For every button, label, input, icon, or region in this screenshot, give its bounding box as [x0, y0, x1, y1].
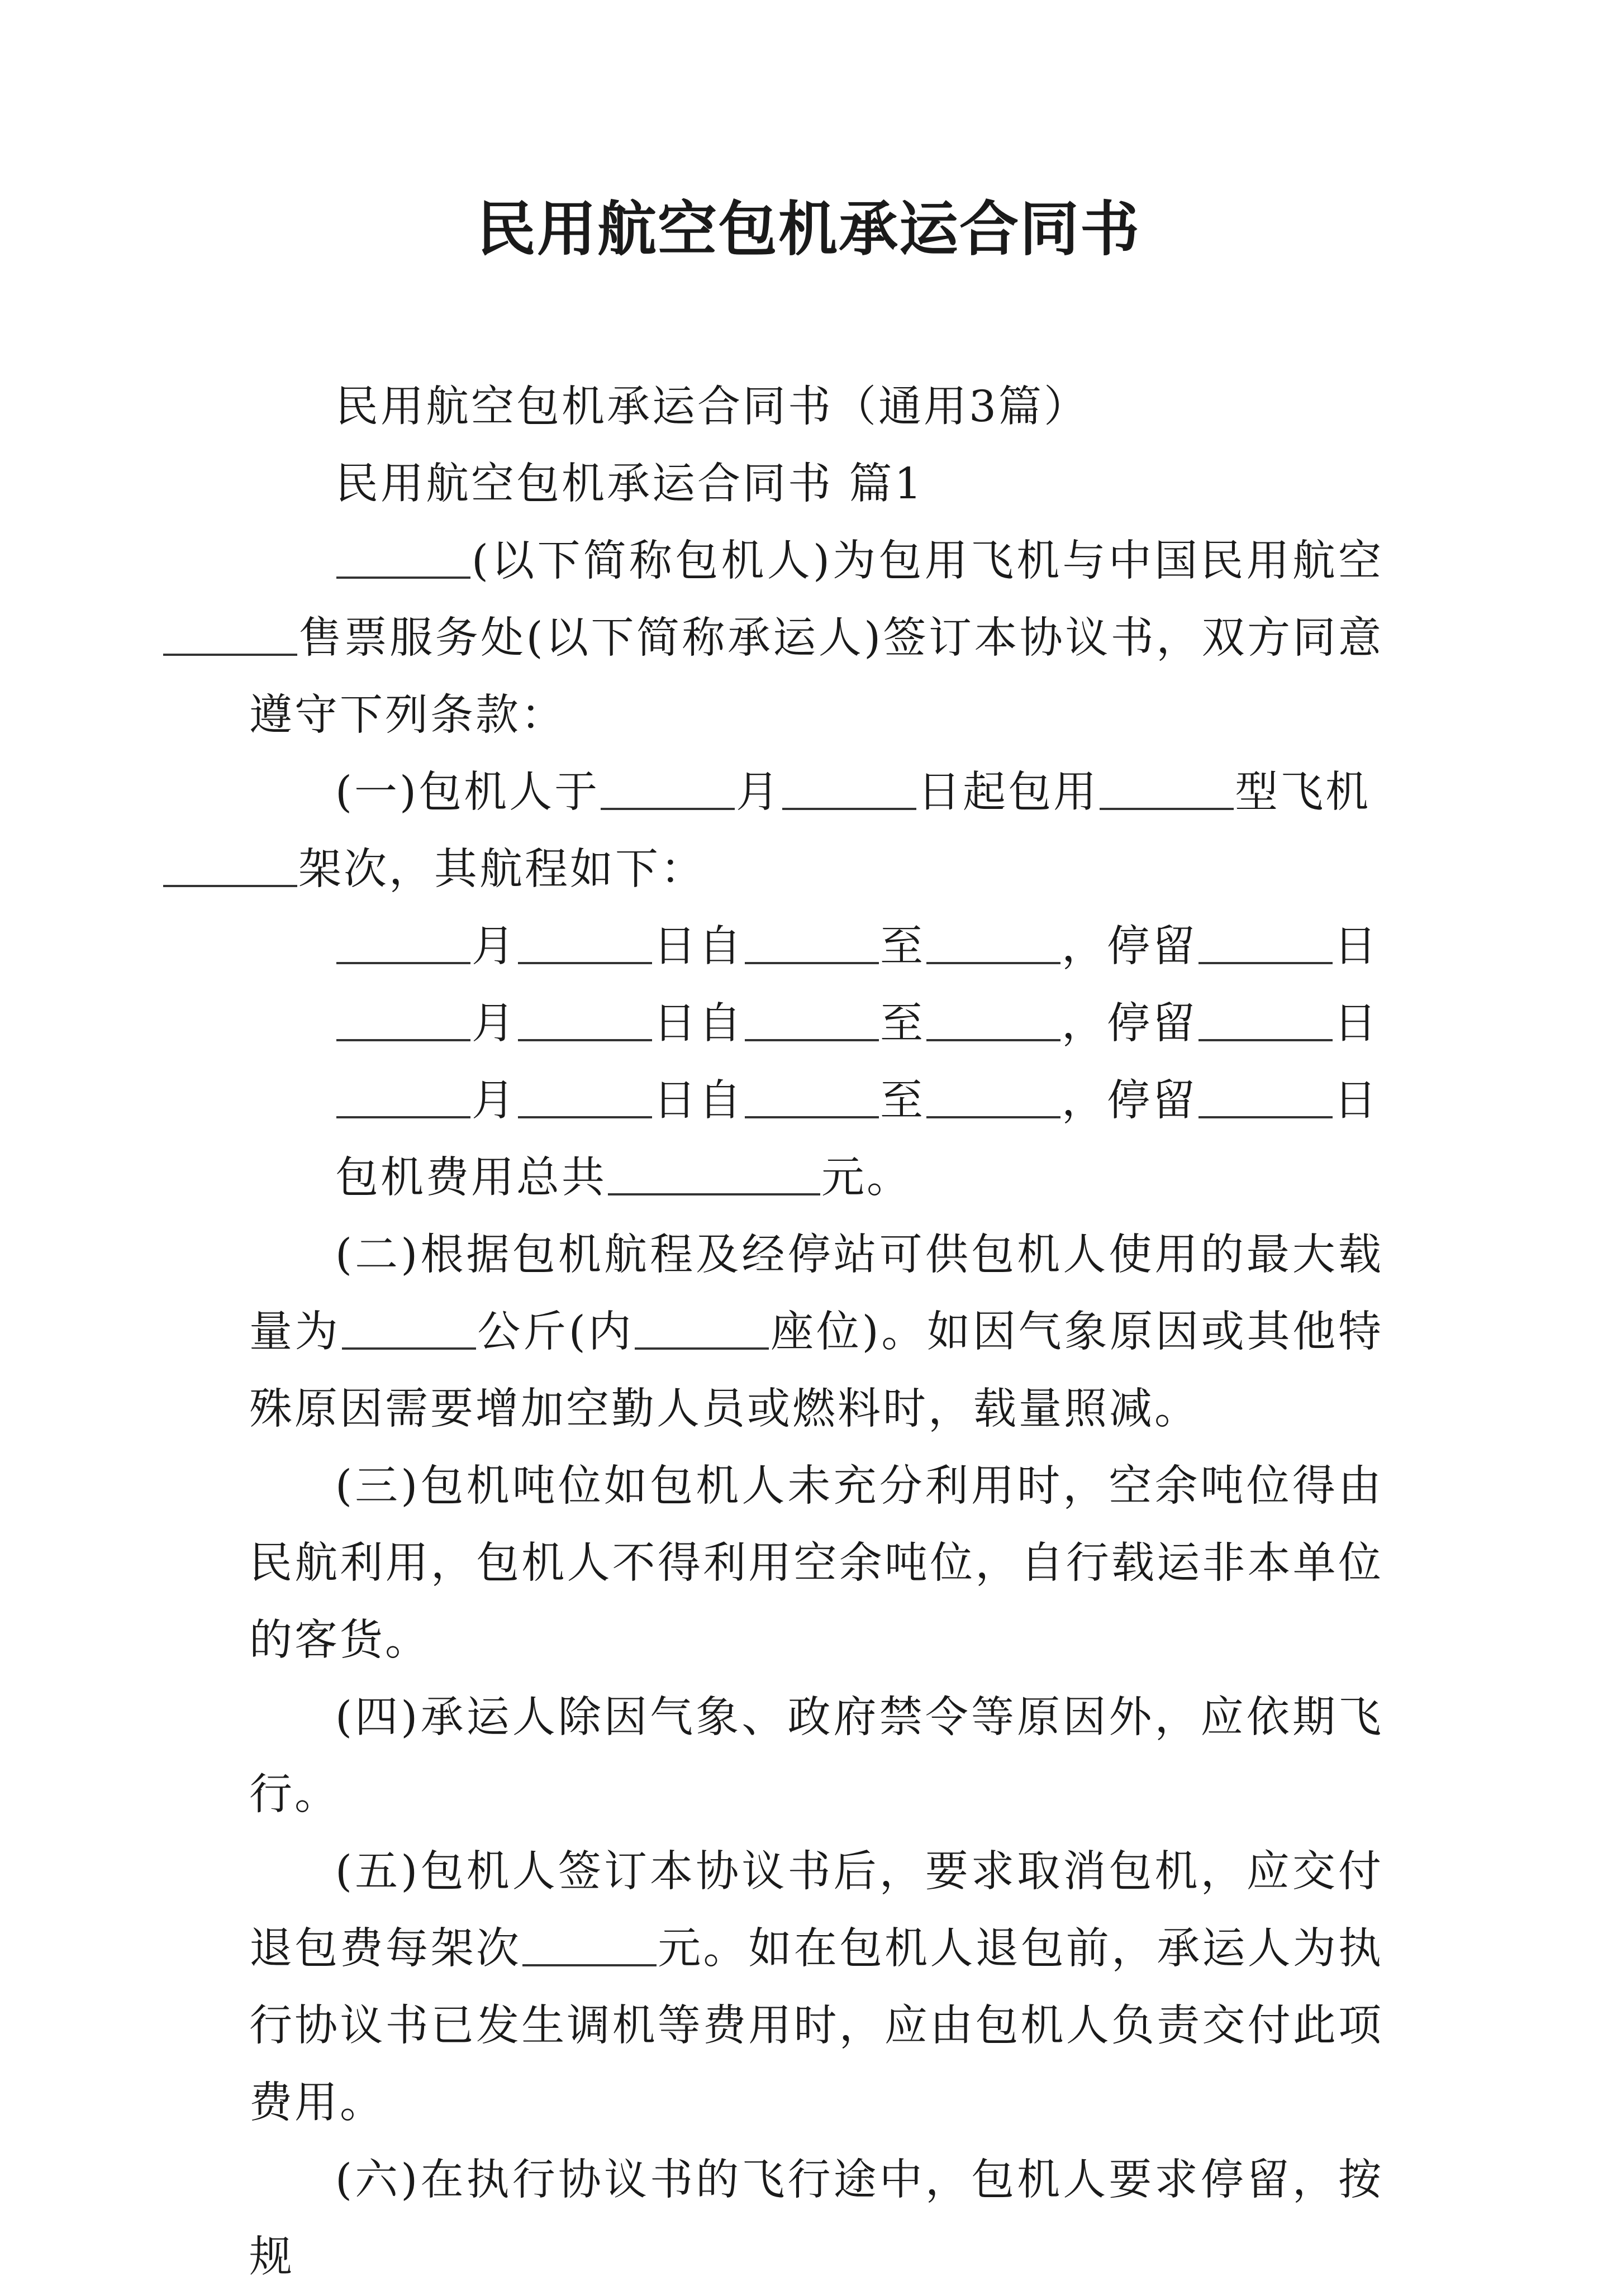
blank-max-load [342, 1307, 476, 1350]
blank-month [336, 1076, 470, 1118]
itinerary-row-1 [249, 908, 1383, 985]
blank-origin [745, 1076, 879, 1118]
blank-origin [745, 922, 879, 964]
blank-day [518, 999, 652, 1041]
paragraph-clause-1 [249, 754, 1383, 908]
text-fragment: 包机费用总共 [335, 1153, 607, 1203]
text-fragment: 售票服务处(以下简称承运人)签订本协议书，双方同意遵守下列条款： [249, 613, 1383, 740]
text-fragment: 日自 [653, 922, 744, 971]
blank-stay-days [1199, 999, 1333, 1041]
paragraph-clause-6: (六)在执行协议书的飞行途中，包机人要求停留，按规 [249, 2155, 1383, 2282]
text-fragment: ，停留 [1062, 999, 1197, 1049]
text-fragment: 至 [880, 1076, 925, 1126]
text-fragment: 座位)。如因气象原因或其他特殊原因需要增加空勤人员或燃料时，载量照减。 [249, 1307, 1383, 1434]
blank-destination [926, 922, 1060, 964]
text-fragment: (一)包机人于 [335, 768, 600, 817]
blank-carrier [163, 613, 297, 656]
section-heading: 民用航空包机承运合同书 篇1 [335, 459, 924, 509]
subtitle: 民用航空包机承运合同书（通用3篇） [335, 382, 1089, 432]
text-fragment: 元。 [821, 1153, 912, 1203]
blank-month [601, 768, 735, 810]
blank-aircraft-type [1100, 768, 1234, 810]
blank-seats [635, 1307, 769, 1350]
paragraph-total-fee [249, 1140, 1383, 1217]
blank-charterer [336, 536, 470, 579]
blank-stay-days [1199, 1076, 1333, 1118]
text-fragment: 元。如在包机人退包前，承运人为执行协议书已发生调机等费用时，应由包机人负责交付此项费用。 [249, 1924, 1384, 2128]
paragraph-parties [249, 523, 1383, 754]
blank-stay-days [1199, 922, 1333, 964]
text-fragment: 公斤(内 [477, 1307, 634, 1357]
text-fragment: ，停留 [1062, 1076, 1197, 1126]
document-body [249, 369, 1383, 2296]
text-fragment: 月 [472, 1076, 517, 1126]
blank-total-fee [608, 1153, 820, 1195]
text-fragment: ，停留 [1062, 922, 1197, 971]
text-fragment: 日 [1334, 1076, 1379, 1126]
text-fragment: (以下简称包机人)为包用飞机与中国民用航空 [472, 536, 1383, 586]
text-fragment: 日 [1334, 922, 1379, 971]
paragraph-clause-2 [249, 1217, 1383, 1448]
blank-destination [926, 1076, 1060, 1118]
text-fragment: 月 [472, 999, 517, 1049]
paragraph-clause-5 [249, 1833, 1383, 2142]
blank-origin [745, 999, 879, 1041]
text-fragment: 日起包用 [917, 768, 1099, 817]
blank-sorties [163, 845, 297, 887]
blank-day [518, 1076, 652, 1118]
paragraph-clause-4: (四)承运人除因气象、政府禁令等原因外，应依期飞行。 [249, 1693, 1383, 1819]
blank-cancel-fee [522, 1924, 657, 1966]
text-fragment: 型飞机 [1235, 768, 1371, 817]
document-title: 民用航空包机承运合同书 [477, 194, 1140, 264]
paragraph-clause-3: (三)包机吨位如包机人未充分利用时，空余吨位得由民航利用，包机人不得利用空余吨位，自行载运非本单位的客货。 [249, 1461, 1383, 1665]
text-fragment: 月 [736, 768, 782, 817]
text-fragment: 日自 [653, 999, 744, 1049]
itinerary-row-2 [249, 985, 1383, 1063]
text-fragment: 至 [880, 922, 925, 971]
blank-month [336, 922, 470, 964]
text-fragment: 月 [472, 922, 517, 971]
text-fragment: 至 [880, 999, 925, 1049]
text-fragment: 日自 [653, 1076, 744, 1126]
text-fragment: (二)根据包机航程及经停站可供包机人使用的最大载量为 [249, 1230, 1383, 1357]
text-fragment: 日 [1334, 999, 1379, 1049]
text-fragment: (五)包机人签订本协议书后，要求取消包机，应交付退包费每架次 [249, 1847, 1383, 1974]
blank-day [782, 768, 916, 810]
text-fragment: 架次，其航程如下： [298, 845, 706, 894]
blank-month [336, 999, 470, 1041]
blank-destination [926, 999, 1060, 1041]
blank-day [518, 922, 652, 964]
itinerary-row-3 [249, 1063, 1383, 1140]
